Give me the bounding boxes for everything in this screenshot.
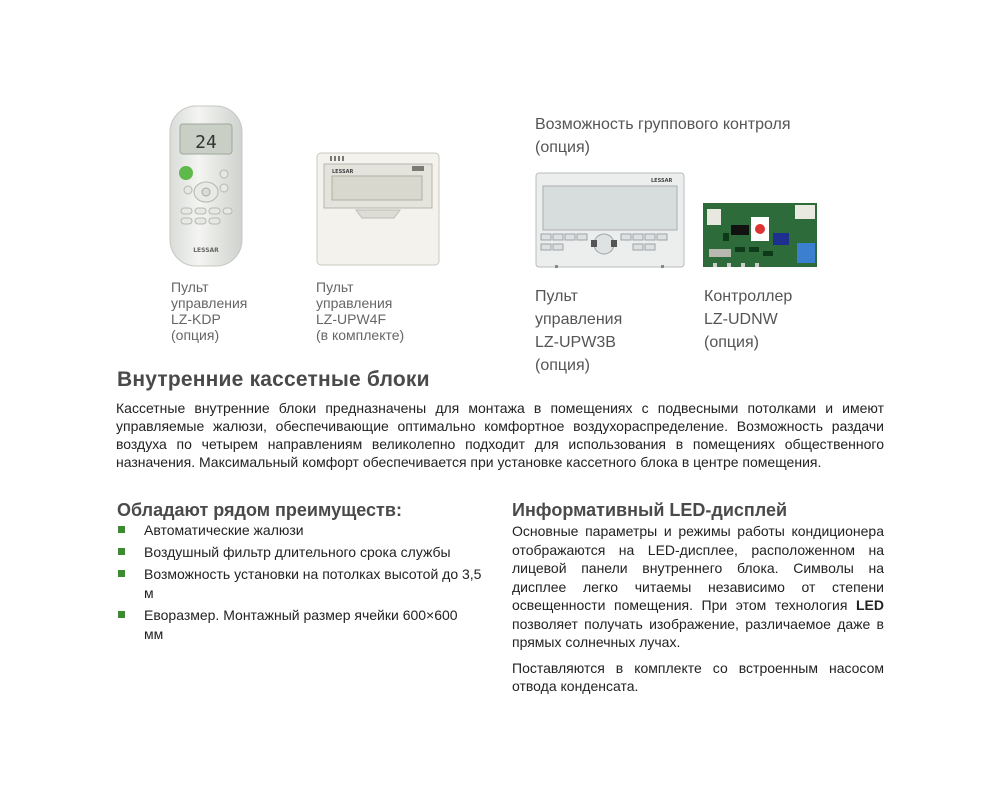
caption-lz-upw3b: Пульт управления LZ-UPW3B (опция) — [535, 288, 623, 374]
led-paragraph-2: Поставляются в комплекте со встроенным насосом отвода конденсата. — [512, 659, 884, 694]
bullet-square-icon — [118, 526, 125, 533]
list-item-text: Воздушный фильтр длительного срока службы — [144, 544, 451, 560]
wall-controller-brand: LESSAR — [651, 178, 673, 184]
controller-lz-udnw-board-image — [703, 203, 817, 267]
list-item — [117, 543, 491, 562]
group-control-title: Возможность группового контроля (опция) — [535, 116, 791, 156]
list-item-text: Еворазмер. Монтажный размер ячейки 600×600 мм — [144, 607, 458, 642]
led-text: Основные параметры и режимы работы кондиционера отображаются на LED-дисплее, расположенном на лицевой панели внутреннего блока. Символы на дисплее легко читаемы независимо от степени освещенности помещения. При этом технология — [512, 523, 884, 613]
caption-lz-kdp: Пульт управления LZ-KDP (опция) — [171, 279, 248, 343]
section-body: Кассетные внутренние блоки предназначены для монтажа в помещениях с подвесными потолками и имеют управляемые жалюзи, обеспечивающие оптимально комфортное воздухораспределение. Возможность раздачи воздуха по четырем направлениям великолепно подходит для использования в помещениях общественного назначения. Максимальный комфорт обеспечивается при установке кассетного блока в центре помещения. — [116, 400, 884, 470]
list-item — [117, 565, 491, 603]
remote-brand: LESSAR — [193, 247, 219, 254]
led-paragraph-1 — [512, 522, 884, 652]
wall-controller-brand: LESSAR — [332, 169, 354, 175]
bullet-square-icon — [118, 548, 125, 555]
bullet-square-icon — [118, 570, 125, 577]
list-item-text: Автоматические жалюзи — [144, 522, 304, 538]
led-text-bold: LED — [856, 597, 884, 613]
remote-lz-kdp-image — [168, 104, 244, 268]
caption-lz-upw4f: Пульт управления LZ-UPW4F (в комплекте) — [316, 279, 405, 343]
bullet-square-icon — [118, 611, 125, 618]
list-item — [117, 606, 491, 644]
led-text: позволяет получать изображение, различаемое даже в прямых солнечных лучах. — [512, 615, 884, 650]
wall-controller-lz-upw4f-image — [316, 152, 440, 266]
list-item-text: Возможность установки на потолках высотой до 3,5 м — [144, 566, 482, 601]
section-title: Внутренние кассетные блоки — [117, 368, 430, 391]
led-title: Информативный LED-дисплей — [512, 500, 788, 520]
advantages-title: Обладают рядом преимуществ: — [117, 500, 402, 520]
caption-lz-udnw: Контроллер LZ-UDNW (опция) — [704, 288, 793, 351]
led-body — [512, 522, 884, 696]
list-item — [117, 521, 491, 540]
wall-controller-lz-upw3b-image — [535, 172, 685, 268]
remote-display: 24 — [195, 132, 217, 153]
advantages-list — [117, 521, 491, 647]
